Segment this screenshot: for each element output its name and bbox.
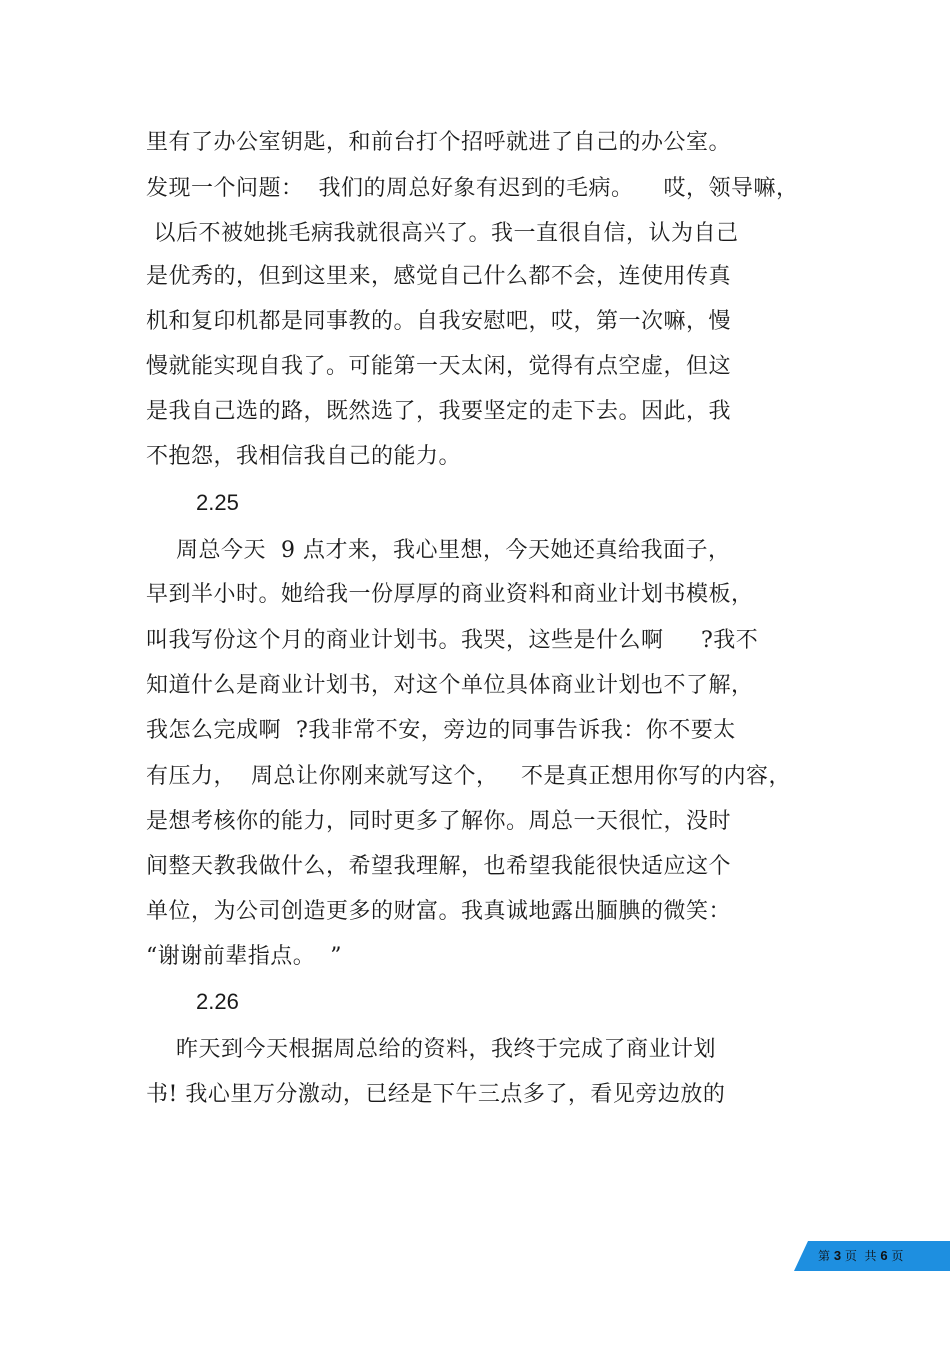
date-heading: 2.25 [196,490,239,515]
text-line: 是优秀的，但到这里来，感觉自己什么都不会，连使用传真 [146,264,732,289]
text-line: 发现一个问题： 我们的周总好象有迟到的毛病。 哎，领导嘛， [146,176,799,201]
text-line: 不抱怨，我相信我自己的能力。 [146,444,462,469]
text-line: 周总今天 9 点才来，我心里想，今天她还真给我面子， [146,538,731,563]
text-line: 书! 我心里万分激动，已经是下午三点多了，看见旁边放的 [146,1082,726,1107]
text-line: 单位，为公司创造更多的财富。我真诚地露出腼腆的微笑： [146,899,732,924]
text-line: 早到半小时。她给我一份厚厚的商业资料和商业计划书模板， [146,582,754,607]
text-line: 是想考核你的能力，同时更多了解你。周总一天很忙，没时 [146,809,732,834]
total-page-number: 6 [880,1248,888,1263]
text-line: 是我自己选的路，既然选了，我要坚定的走下去。因此，我 [146,399,732,424]
date-heading: 2.26 [196,989,239,1014]
current-page-number: 3 [833,1248,842,1263]
page-number-footer [794,1241,950,1271]
text-line: 慢就能实现自我了。可能第一天太闲，觉得有点空虚，但这 [146,354,732,379]
text-line: 以后不被她挑毛病我就很高兴了。我一直很自信，认为自己 [146,221,739,246]
text-line: 叫我写份这个月的商业计划书。我哭，这些是什么啊 ?我不 [146,628,759,653]
text-line: 知道什么是商业计划书，对这个单位具体商业计划也不了解， [146,673,754,698]
page-middle: 页 共 [841,1249,881,1263]
page-indicator [818,1248,903,1264]
text-line: 我怎么完成啊 ?我非常不安，旁边的同事告诉我：你不要太 [146,718,736,743]
text-line: 机和复印机都是同事教的。自我安慰吧，哎，第一次嘛，慢 [146,309,732,334]
text-line: “谢谢前辈指点。 ” [146,944,342,969]
page-prefix: 第 [818,1249,834,1263]
text-line: 昨天到今天根据周总给的资料，我终于完成了商业计划 [146,1037,716,1062]
text-line: 里有了办公室钥匙，和前台打个招呼就进了自己的办公室。 [146,130,732,155]
text-line: 有压力， 周总让你刚来就写这个， 不是真正想用你写的内容， [146,764,791,789]
page-suffix: 页 [887,1249,904,1263]
text-line: 间整天教我做什么，希望我理解，也希望我能很快适应这个 [146,854,732,879]
